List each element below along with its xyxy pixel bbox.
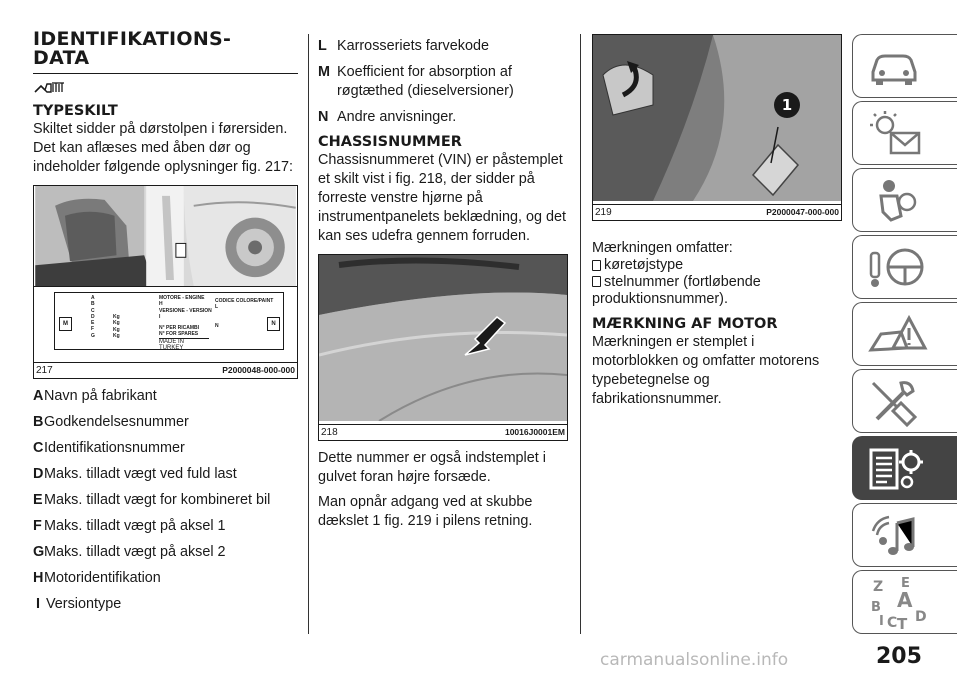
legend-item: M Koefficient for absorption af røgtæthed (dieselversioner) — [318, 64, 514, 99]
figure-219 — [592, 34, 842, 221]
maintenance-tools-icon — [867, 377, 921, 427]
legend-item: F Maks. tilladt vægt på aksel 1 — [33, 518, 226, 534]
legend-item: A Navn på fabrikant — [33, 388, 157, 404]
legend-item: E Maks. tilladt vægt for kombineret bil — [33, 492, 271, 508]
tab-warning-lights[interactable] — [852, 101, 957, 165]
legend-item: H Motoridentifikation — [33, 570, 161, 586]
plate-n-box: N — [267, 317, 280, 331]
legend-list-1 — [33, 387, 298, 614]
figure-number: 219 — [595, 207, 612, 218]
watermark: carmanualsonline.info — [600, 650, 789, 670]
legend-item: G Maks. tilladt vægt på aksel 2 — [33, 544, 226, 560]
tab-index[interactable] — [852, 570, 957, 634]
section-heading-engine: MÆRKNING AF MOTOR — [592, 316, 778, 332]
svg-text:I: I — [879, 614, 884, 629]
index-letters-icon — [867, 575, 937, 631]
tab-safety[interactable] — [852, 168, 957, 232]
figure-219-caption — [593, 204, 841, 220]
plate-right-text: CODICE COLORE/PAINT L — [215, 298, 274, 311]
floor-stamp-paragraph: Dette nummer er også indstemplet i gulvet foran højre forsæde. — [318, 450, 546, 485]
figure-217-caption — [34, 362, 297, 378]
page-number: 205 — [876, 644, 922, 669]
figure-code: 10016J0001EM — [504, 427, 565, 437]
tab-emergency[interactable] — [852, 302, 957, 366]
svg-text:Z: Z — [873, 579, 884, 595]
floor-cover-photo — [593, 35, 841, 201]
checklist-item: stelnummer (fortløbende produktionsnummer). — [592, 274, 761, 307]
title-line-1: IDENTIFIKATIONS- — [33, 28, 232, 50]
title-line-2: DATA — [33, 47, 90, 69]
figure-code: P2000047-000-000 — [766, 207, 839, 217]
legend-item: C Identifikationsnummer — [33, 440, 185, 456]
marking-intro: Mærkningen omfatter: — [592, 240, 733, 256]
accident-warning-icon — [867, 310, 929, 360]
steering-wheel-icon — [867, 243, 927, 293]
plate-m-box: M — [59, 317, 72, 331]
plate-letters: A B C D E F G — [91, 295, 95, 339]
checkbox-icon — [592, 276, 601, 287]
column-divider — [580, 34, 581, 634]
multimedia-icon — [867, 511, 921, 561]
tab-driving[interactable] — [852, 235, 957, 299]
identification-plate — [54, 292, 284, 350]
airbag-seat-icon — [867, 176, 921, 226]
engine-paragraph: Mærkningen er stemplet i motorblokken og omfatter motorens typebetegnelse og fabrikationsnummer. — [592, 334, 820, 407]
chassis-paragraph: Chassisnummeret (VIN) er påstemplet et skilt vist i fig. 218, der sidder på forreste venstre hjørne på instrumentpanelets beklædning, og det kan ses udefra gennem forruden. — [318, 152, 566, 244]
svg-text:D: D — [915, 609, 927, 625]
legend-item: D Maks. tilladt vægt ved fuld last — [33, 466, 237, 482]
tab-multimedia[interactable] — [852, 503, 957, 567]
tab-technical-data[interactable] — [852, 436, 957, 500]
figure-218 — [318, 254, 568, 441]
svg-text:T: T — [897, 615, 908, 631]
door-pillar-photo — [34, 186, 297, 287]
column-2 — [318, 37, 576, 537]
svg-text:C: C — [887, 615, 898, 631]
svg-text:A: A — [897, 588, 913, 612]
legend-item: L Karrosseriets farvekode — [318, 38, 489, 54]
page-title — [33, 30, 298, 68]
column-divider — [308, 34, 309, 634]
windshield-vin-photo — [319, 255, 567, 421]
checkbox-icon — [592, 260, 601, 271]
plate-kg: Kg Kg Kg Kg — [113, 314, 120, 339]
svg-text:B: B — [871, 600, 881, 615]
car-icon — [867, 42, 921, 90]
figure-217 — [33, 185, 298, 379]
section-heading-typeskilt: TYPESKILT — [33, 103, 118, 119]
figure-number: 218 — [321, 427, 338, 438]
column-1 — [33, 30, 298, 621]
tab-maintenance[interactable] — [852, 369, 957, 433]
column-3 — [592, 34, 842, 415]
access-paragraph: Man opnår adgang ved at skubbe dækslet 1 fig. 219 i pilens retning. — [318, 494, 533, 529]
technical-data-icon — [867, 444, 929, 494]
glovebox-icon — [33, 80, 298, 98]
plate-n-label: N — [215, 323, 219, 329]
legend-item: I Versiontype — [36, 596, 122, 612]
svg-text:E: E — [901, 576, 910, 591]
checklist-item: køretøjstype — [592, 257, 842, 274]
warning-lights-icon — [867, 109, 927, 159]
figure-218-caption — [319, 424, 567, 440]
section-heading-chassis: CHASSISNUMMER — [318, 134, 462, 150]
figure-number: 217 — [36, 365, 53, 376]
figure-code: P2000048-000-000 — [222, 365, 295, 375]
intro-paragraph: Skiltet sidder på dørstolpen i førersiden. Det kan aflæses med åben dør og indeholder følgende oplysninger fig. 217: — [33, 121, 294, 175]
title-rule — [33, 73, 298, 74]
legend-item: B Godkendelsesnummer — [33, 414, 189, 430]
legend-item: N Andre anvisninger. — [318, 109, 457, 125]
tab-car-overview[interactable] — [852, 34, 957, 98]
callout-1: 1 — [781, 96, 793, 114]
plate-middle-text: MOTORE - ENGINE H VERSIONE - VERSION I N° PER RICAMBI N° FOR SPARES MADE IN TURKEY — [159, 295, 212, 352]
